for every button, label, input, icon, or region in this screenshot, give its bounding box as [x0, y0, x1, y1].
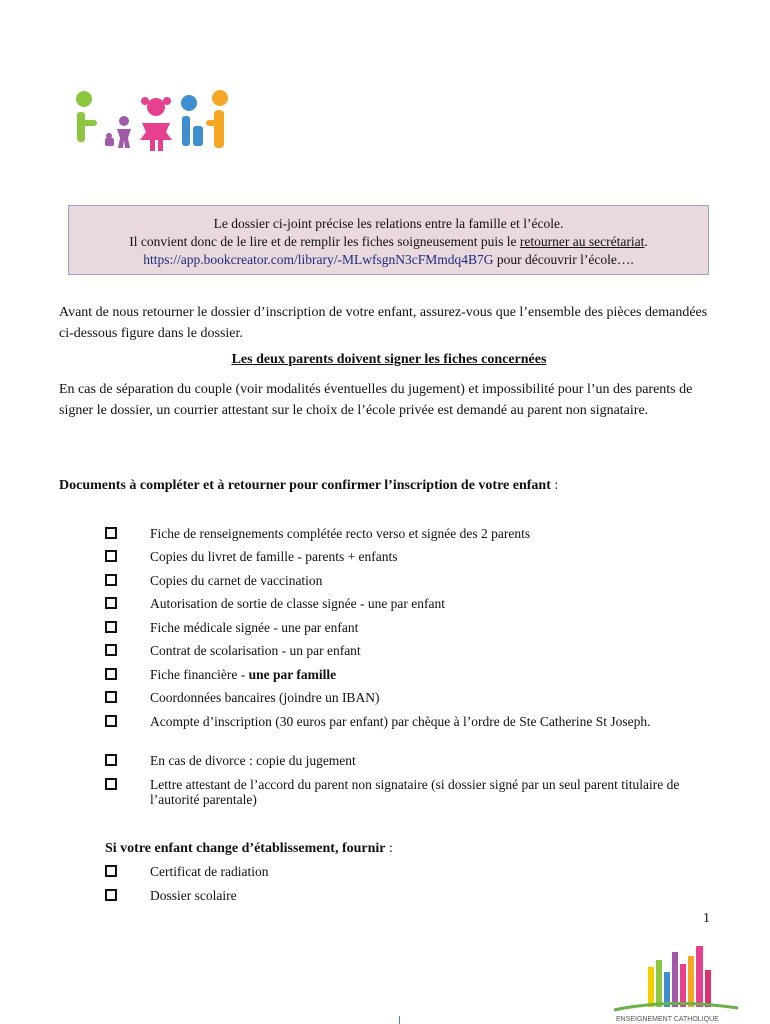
footer-logo-text: ENSEIGNEMENT CATHOLIQUE — [616, 1016, 719, 1023]
checkbox-icon[interactable] — [105, 597, 117, 609]
info-line-3: https://app.bookcreator.com/library/-MLwfsgnN3cFMmdq4B7G pour découvrir l’école…. — [143, 252, 634, 267]
checkbox-icon[interactable] — [105, 715, 117, 727]
documents-heading: Documents à compléter et à retourner pour confirmer l’inscription de votre enfant : — [59, 478, 559, 493]
checkbox-icon[interactable] — [105, 527, 117, 539]
checkbox-icon[interactable] — [105, 889, 117, 901]
checkbox-icon[interactable] — [105, 550, 117, 562]
separation-paragraph: En cas de séparation du couple (voir modalités éventuelles du jugement) et impossibilité pour l’un des parents de signer le dossier, un courrier attestant sur le choix de l’école privée est demandé au parent non signataire. — [59, 382, 693, 418]
change-school-heading: Si votre enfant change d’établissement, fournir : — [105, 841, 393, 856]
page-number: 1 — [703, 911, 710, 926]
family-logo — [72, 90, 232, 156]
intro-paragraph: Avant de nous retourner le dossier d’inscription de votre enfant, assurez-vous que l’ensemble des pièces demandées ci-dessous figure dans le dossier. — [59, 305, 708, 341]
parents-title: Les deux parents doivent signer les fiches concernées — [231, 352, 547, 367]
page-mark — [399, 1016, 400, 1024]
enseignement-catholique-logo — [610, 942, 740, 1024]
checkbox-icon[interactable] — [105, 574, 117, 586]
checkbox-icon[interactable] — [105, 644, 117, 656]
checkbox-icon[interactable] — [105, 621, 117, 633]
info-line-1: Le dossier ci-joint précise les relations entre la famille et l’école. — [213, 216, 564, 231]
checkbox-icon[interactable] — [105, 668, 117, 680]
checkbox-icon[interactable] — [105, 778, 117, 790]
info-line-2: Il convient donc de le lire et de remplir les fiches soigneusement puis le retourner au secrétariat. — [129, 234, 648, 249]
checkbox-icon[interactable] — [105, 754, 117, 766]
checkbox-icon[interactable] — [105, 691, 117, 703]
return-secretariat-text: retourner au secrétariat — [519, 234, 645, 249]
checkbox-icon[interactable] — [105, 865, 117, 877]
info-box — [68, 205, 709, 275]
bookcreator-link[interactable]: https://app.bookcreator.com/library/-MLwfsgnN3cFMmdq4B7G — [143, 252, 494, 267]
